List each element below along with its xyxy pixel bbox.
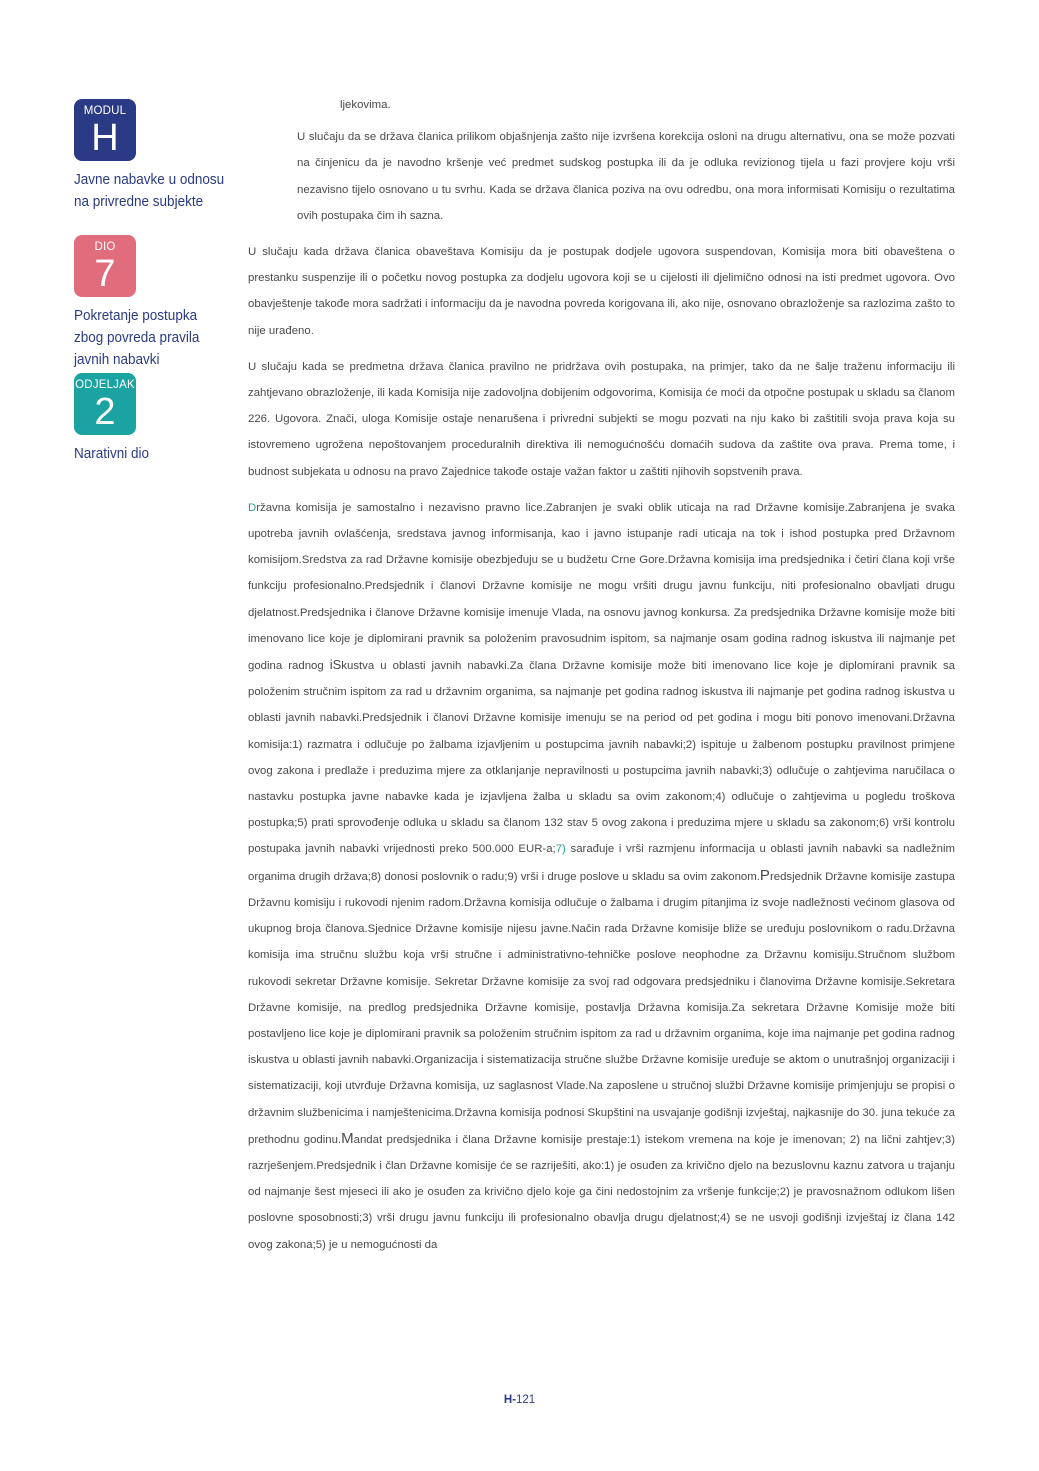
highlight-letter: D [248,501,257,514]
paragraph: U slučaju kada država članica obaveštava Komisiju da je postupak dodjele ugovora suspendovan, Komisija mora biti obaveštena o prestanku suspenzije ili o početku novog postupka za dodjelu ugovora koji se u cijelosti ili djelimično odnosi na isti predmet ugovora. Ovo obavještenje takođe mora sadržati i informaciju da je navodna povreda korigovana ili, ako nije, osnovano obrazloženje sa razlozima zašto to nije urađeno. [248,246,955,337]
modul-letter: H [91,117,119,159]
odjeljak-title [74,443,232,465]
text-span: sarađuje i vrši razmjenu informacija u oblasti javnih nabavki sa nadležnim organima drugih država;8) donosi poslovnik o radu;9) vrši i druge poslove u skladu sa ovim zakonom. [248,843,955,883]
modul-title-line2: na privredne subjekte [74,193,204,210]
dio-label: DIO [94,241,116,253]
footer-prefix: H- [503,1394,516,1406]
odjeljak-title-text: Narativni dio [74,445,150,462]
dio-title-line2: zbog povreda pravila [74,329,200,346]
odjeljak-badge [74,373,136,435]
text-span: ržavna komisija je samostalno i nezavisno pravno lice.Zabranjen je svaki oblik uticaja na rad Državne komisije.Zabranjena je svaka upotreba javnih ovlašćenja, sredstava javnog informisanja, kao i javno istupanje radi uticaja na tok i ishod postupka pred Državnom komisijom.Sredstva za rad Državne komisije obezbjeđuju se u budžetu Crne Gore.Državna komisija ima predsjednika i četiri člana koji vrše funkciju profesionalno.Predsjednik i članovi Državne komisije ne mogu vršiti drugu javnu funkciju, niti profesionalno obavljati drugu djelatnost.Predsjednika i članove Državne komisije imenuje Vlada, na osnovu javnog konkursa. Za predsjednika Državne komisije može biti imenovano lice koje je diplomirani pravnik sa položenim pravosudnim ispitom, sa najmanje osam godina radnog iskustva ili najmanje pet godina radnog [248,501,955,673]
text-span: P [759,866,770,884]
page-number: 121 [515,1394,536,1406]
dio-badge [74,235,136,297]
main-content [248,92,955,1268]
modul-label: MODUL [83,105,127,117]
text-span: iS [329,657,342,673]
modul-badge [74,99,136,161]
dio-number: 7 [94,253,116,295]
page-footer [0,1394,1039,1406]
text-span: andat predsjednika i člana Državne komisije prestaje:1) istekom vremena na koje je imenovan; 2) na lični zahtjev;3) razrješenjem.Predsjednik i član Državne komisije će se razriješiti, ako:1) je osuđen za krivično djelo na bezuslovnu kaznu zatvora u trajanju od najmanje šest mjeseci ili ako je osuđen za krivično djelo koje ga čini nedostojnim za vršenje funkcije;2) je pravosnažnom odlukom lišen poslovne sposobnosti;3) vrši drugu javnu funkciju ili profesionalno obavlja drugu djelatnost;4) se ne usvoji godišnji izvještaj iz člana 142 ovog zakona;5) je u nemogućnosti da [248,1133,955,1251]
highlight-number: 7) [555,843,566,856]
modul-title [74,169,232,213]
dio-title-line1: Pokretanje postupka [74,307,198,324]
paragraph: U slučaju kada se predmetna država članica pravilno ne pridržava ovih postupaka, na primjer, tako da ne šalje traženu informaciju ili zahtjevano obrazloženje, ili kada Komisija nije zadovoljna dobijenim odgovorima, Komisija će moći da otpočne postupak u skladu sa članom 226. Ugovora. Znači, uloga Komisije ostaje nenarušena i privredni subjekti se mogu pozvati na nju kako bi zaštitili svoja prava koja su istovremeno ugrožena nepoštovanjem proceduralnih direktiva ili nemogućnošću domaćih sudova da zaštite ova prava. Prema tome, i budnost subjekata u odnosu na pravo Zajednice takođe ostaje važan faktor u zaštiti njihovih sopstvenih prava. [248,360,955,478]
text-span: M [341,1129,354,1147]
text-span: redsjednik Državne komisije zastupa Državnu komisiju i rukovodi njenim radom.Državna komisija odlučuje o žalbama i drugim pitanjima iz svoje nadležnosti većinom glasova od ukupnog broja članova.Sjednice Državne komisije nijesu javne.Način rada Državne komisije bliže se uređuju poslovnikom o radu.Državna komisija ima stručnu službu koja vrši stručne i administrativno-tehničke poslove neophodne za Državnu komisiju.Stručnom službom rukovodi sekretar Državne komisije. Sekretar Državne komisije za svoj rad odgovara predsjedniku i članovima Državne komisije.Sekretara Državne komisije, na predlog predsjednika Državne komisije, postavlja Državna komisija.Za sekretara Državne Komisije može biti postavljeno lice koje je diplomirani pravnik sa položenim stručnim ispitom za rad u državnim organima, koje ima najmanje pet godina radnog iskustva u oblasti javnih nabavki.Organizacija i sistematizacija stručne službe Državne komisije uređuje se aktom o unutrašnjoj organizaciji i sistematizaciji, koji utvrđuje Državna komisija, uz saglasnost Vlade.Na zaposlene u stručnoj službi Državne komisije primjenjuju se propisi o državnim službenicima i namještenicima.Državna komisija podnosi Skupštini na usvajanje godišnji izvještaj, najkasnije do 30. juna tekuće za prethodnu godinu. [248,870,955,1146]
dio-title-line3: javnih nabavki [74,351,160,368]
paragraph-indented: U slučaju da se država članica prilikom objašnjenja zašto nije izvršena korekcija osloni na drugu alternativu, ona se može pozvati na činjenicu da je navodno kršenje već predmet sudskog postupka ili da je odluka revizionog tijela u fazi provjere koju vrši nezavisno tijelo osnovano u tu svrhu. Kada se država članica poziva na ovu odredbu, ona mora informisati Komisiju o rezultatima ovih postupaka čim ih sazna. [297,131,955,222]
odjeljak-number: 2 [94,391,116,433]
text-span: kustva u oblasti javnih nabavki.Za člana Državne komisije može biti imenovano lice koje je diplomirani pravnik sa položenim stručnim ispitom za rad u državnim organima, sa najmanje pet godina radnog iskustva ili najmanje pet godina radnog iskustva u oblasti javnih nabavki.Predsjednik i članovi Državne komisije imenuju se na period od pet godina i mogu biti ponovo imenovani.Državna komisija:1) razmatra i odlučuje po žalbama izjavljenim u postupcima javnih nabavki;2) ispituje u žalbenom postupku pravilnost primjene ovog zakona i predlaže i preduzima mjere za otklanjanje nepravilnosti u postupcima javnih nabavki;3) odlučuje o zahtjevima naručilaca o nastavku postupka javne nabavke kada je izjavljena žalba u skladu sa ovim zakonom;4) odlučuje o zahtjevima u pogledu troškova postupka;5) prati sprovođenje odluka u skladu sa članom 132 stav 5 ovog zakona i preduzima mjere u skladu sa zakonom;6) vrši kontrolu postupaka javnih nabavki vrijednosti preko 500.000 EUR-a; [248,660,955,856]
paragraph-continuation: ljekovima. [340,99,391,111]
sidebar [74,99,234,465]
dio-title [74,305,232,371]
paragraph-state-commission [248,495,955,1258]
odjeljak-label: ODJELJAK [75,379,135,391]
modul-title-line1: Javne nabavke u odnosu [74,171,225,188]
